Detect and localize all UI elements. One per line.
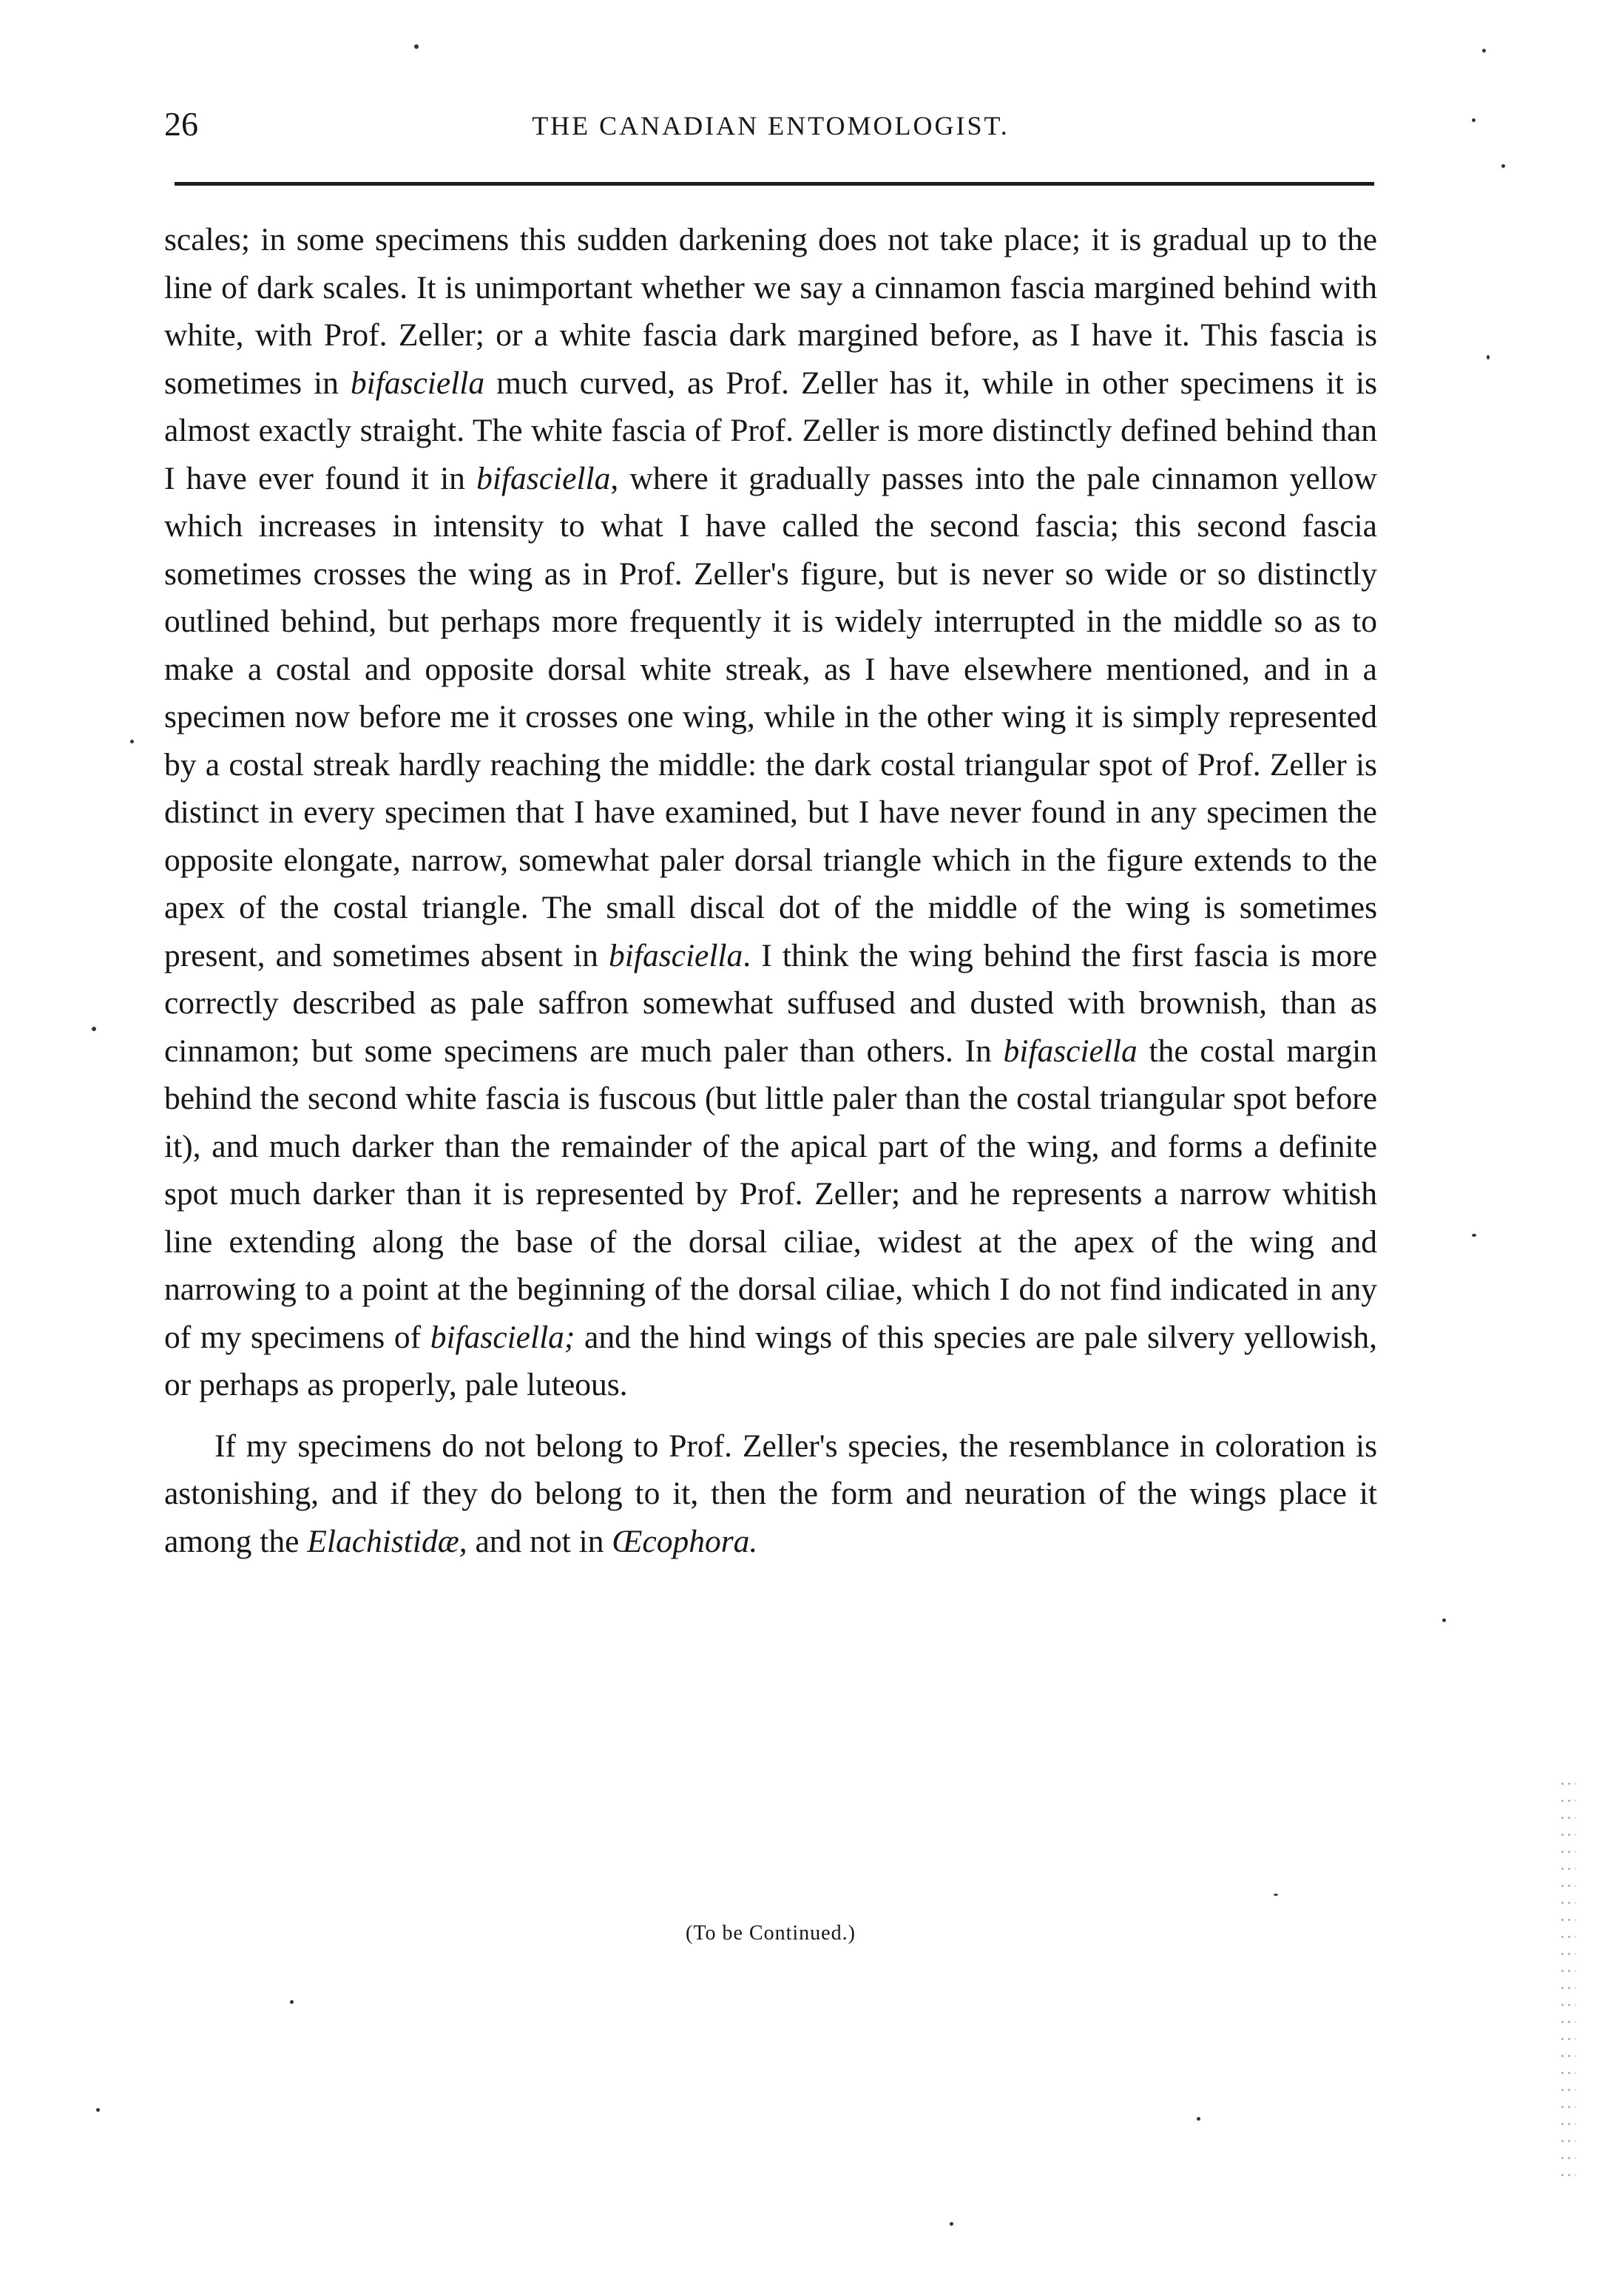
text-run: If my specimens do not belong to Prof. Zeller's species, the resemblance in coloration is astonishing, and if they do belong to it, then the form and neuration of the wings place it among the [164, 1428, 1377, 1559]
scan-speck [1482, 49, 1486, 53]
species-name: bifasciella; [430, 1319, 575, 1355]
page-header [164, 102, 1377, 146]
scan-speck [1274, 1894, 1278, 1896]
text-run: . I think the wing behind the first fascia is more correctly described as pale saffron somewhat suffused and dusted with brownish, than as cinnamon; but some specimens are much paler than others. In [164, 937, 1377, 1069]
scan-speck [1472, 118, 1476, 122]
scan-edge-marks [1559, 1775, 1575, 2189]
text-run: scales; in some specimens this sudden darkening does not take place; it is gradual up to the line of dark scales. It is unimportant whether we say a cinnamon fascia margined behind with white, with Prof. Zeller; or a white fascia dark margined before, as I have it. This fascia is sometimes in [164, 222, 1377, 401]
text-run: , where it gradually passes into the pale cinnamon yellow which increases in intensity to what I have called the second fascia; this second fascia sometimes crosses the wing as in Prof. Zeller's figure, but is never so wide or so distinctly outlined behind, but perhaps more frequently it is widely interrupted in the middle so as to make a costal and opposite dorsal white streak, as I have elsewhere mentioned, and in a specimen now before me it crosses one wing, while in the other wing it is simply represented by a costal streak hardly reaching the middle: the dark costal triangular spot of Prof. Zeller is distinct in every specimen that I have examined, but I have never found in any specimen the opposite elongate, narrow, somewhat paler dorsal triangle which in the figure extends to the apex of the costal triangle. The small discal dot of the middle of the wing is sometimes present, and sometimes absent in [164, 460, 1377, 973]
continued-note: (To be Continued.) [686, 1922, 856, 1945]
scan-speck [96, 2108, 100, 2112]
text-run: much curved, as Prof. Zeller has it, while in other specimens it is almost exactly straight. The white fascia of Prof. Zeller is more distinctly defined behind than I have ever found it in [164, 365, 1378, 496]
scan-speck [1501, 164, 1505, 168]
scan-speck [1442, 1618, 1446, 1622]
family-name: Elachistidæ, [307, 1523, 467, 1559]
genus-name: Œcophora. [612, 1523, 758, 1559]
text-run: the costal margin behind the second white fascia is fuscous (but little paler than the costal triangular spot before it), and much darker than the remainder of the apical part of the wing, and forms a definite spot much darker than it is represented by Prof. Zeller; and he represents a narrow whitish line extending along the base of the dorsal ciliae, widest at the apex of the wing and narrowing to a point at the beginning of the dorsal ciliae, which I do not find indicated in any of my specimens of [164, 1033, 1377, 1355]
species-name: bifasciella [476, 460, 611, 496]
scan-speck [1487, 355, 1490, 359]
running-head: THE CANADIAN ENTOMOLOGIST. [532, 111, 1010, 141]
header-rule [175, 182, 1374, 186]
scan-speck [130, 740, 134, 743]
scan-speck [414, 44, 419, 49]
species-name: bifasciella [350, 365, 485, 401]
scan-speck [1472, 1234, 1476, 1237]
text-run: and not in [467, 1523, 612, 1559]
paragraph-1 [164, 216, 1377, 1409]
scan-speck [950, 2222, 953, 2226]
paragraph-2 [164, 1422, 1377, 1566]
species-name: bifasciella [1003, 1033, 1138, 1069]
text-run: and the hind wings of this species are pale silvery yellowish, or perhaps as properly, pale luteous. [164, 1319, 1377, 1402]
species-name: bifasciella [609, 937, 743, 973]
scan-speck [92, 1027, 96, 1031]
scan-speck [1197, 2117, 1200, 2121]
article-body [164, 216, 1377, 1565]
scan-speck [290, 2000, 294, 2004]
page-number: 26 [164, 105, 198, 143]
